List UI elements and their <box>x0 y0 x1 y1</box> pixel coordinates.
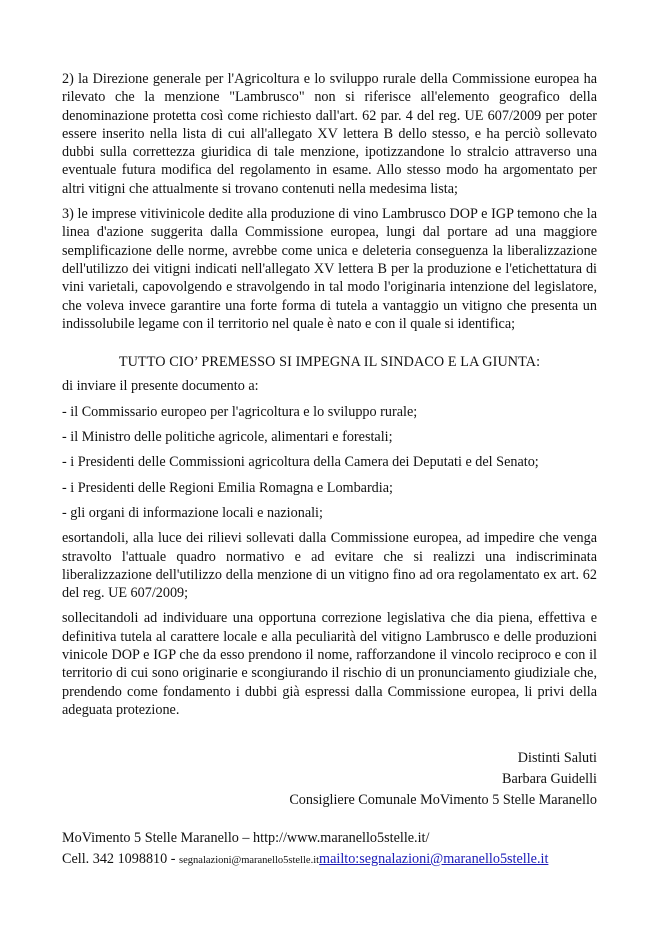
email-link[interactable]: mailto:segnalazioni@maranello5stelle.it <box>319 851 549 867</box>
intro-line: di inviare il presente documento a: <box>62 378 259 395</box>
signer-role: Consigliere Comunale MoVimento 5 Stelle Maranello <box>289 792 597 808</box>
recipient-item: - il Ministro delle politiche agricole, alimentari e forestali; <box>62 429 393 446</box>
closing-greeting: Distinti Saluti <box>517 750 597 766</box>
signature-block <box>289 748 597 811</box>
recipient-item: - il Commissario europeo per l'agricoltura e lo sviluppo rurale; <box>62 403 418 420</box>
footer-line-website: MoVimento 5 Stelle Maranello – http://www.maranello5stelle.it/ <box>62 830 430 846</box>
paragraph-sollecitandoli: sollecitandoli ad individuare una opportuna correzione legislativa che dia piena, effettiva e definitiva tutela al carattere locale e alla peculiarità del vitigno Lambrusco e delle produzioni vinicole DOP e IGP che da esso prendono il nome, rafforzandone il vincolo reciproco e con il territorio di cui sono originarie e scongiurando il rischio di un pronunciamento giudiziale che, prendendo come fondamento i dubbi già espressi dalla Commissione europea, li privi della adeguata protezione. <box>62 610 597 718</box>
paragraph-3: 3) le imprese vitivinicole dedite alla produzione di vino Lambrusco DOP e IGP temono che la linea d'azione suggerita dalla Commissione europea, lungi dal portare ad una maggiore semplificazione delle norme, avrebbe come unica e deleteria conseguenza la liberalizzazione dell'utilizzo dei vitigni indicati nell'allegato XV lettera B per la produzione e l'etichettatura di vini varietali, capovolgendo e stravolgendo in tal modo l'originaria intenzione del legislatore, che voleva invece garantire una forte forma di tutela a vantaggio un vitigno che presenta un indissolubile legame con il territorio nel quale è nato e con il quale si identifica; <box>62 206 597 332</box>
phone-number: Cell. 342 1098810 - <box>62 851 180 867</box>
recipients-list <box>62 403 597 522</box>
paragraph-esortandoli: esortandoli, alla luce dei rilievi sollevati dalla Commissione europea, ad impedire che venga stravolto l'attuale quadro normativo e ad evitare che si realizzi una indiscriminata liberalizzazione dell'utilizzo della menzione di un vitigno fino ad ora regolamentato ex art. 62 del reg. UE 607/2009; <box>62 530 597 602</box>
recipient-item: - i Presidenti delle Regioni Emilia Romagna e Lombardia; <box>62 479 393 496</box>
recipient-item: - gli organi di informazione locali e nazionali; <box>62 504 323 521</box>
paragraph-2: 2) la Direzione generale per l'Agricoltura e lo sviluppo rurale della Commissione europea ha rilevato che la menzione "Lambrusco" non si riferisce all'elemento geografico della denominazione protetta così come richiesto dall'art. 62 par. 4 del reg. UE 607/2009 per poter essere inserito nella lista di cui all'allegato XV lettera B dello stesso, e ha perciò sollevato dubbi sulla correttezza giuridica di tale menzione, ipotizzandone lo stralcio attraverso una eventuale futura modifica del regolamento in esame. Allo stesso modo ha argomentato per altri vitigni che attualmente si trovano contenuti nella medesima lista; <box>62 71 597 197</box>
document-body <box>62 70 597 726</box>
recipient-item: - i Presidenti delle Commissioni agricoltura della Camera dei Deputati e del Senato; <box>62 454 539 471</box>
email-address: segnalazioni@maranello5stelle.it <box>179 855 320 866</box>
signer-name: Barbara Guidelli <box>502 771 597 787</box>
footer-line-contacts <box>62 849 622 871</box>
footer <box>62 828 622 871</box>
commitment-heading: TUTTO CIO’ PREMESSO SI IMPEGNA IL SINDACO E LA GIUNTA: <box>118 354 541 371</box>
